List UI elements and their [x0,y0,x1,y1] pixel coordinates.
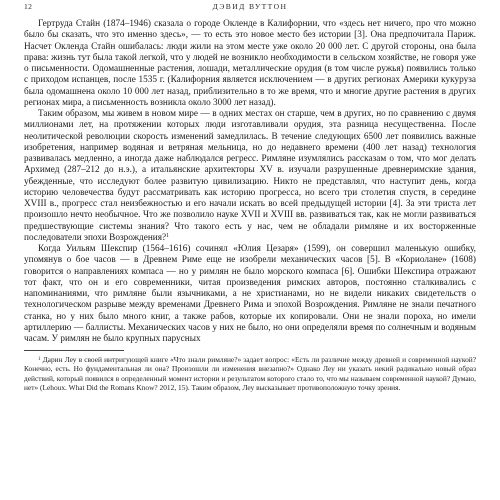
paragraph-stein-oakland [24,19,476,109]
running-head [24,2,476,15]
footnote-mark: 1 [38,357,41,363]
footnote-divider [24,350,124,351]
footnote-text: Дарин Леу в своей интригующей книге «Что знали римляне?» задает вопрос: «Есть ли различие между древней и современной наукой? Конечно, есть. Но фундаментальная ли она? Произошли ли изменения внезапно?» Однако Леу ни указать некий радикально новый образ действий, который появился в определенный момент истории и результатом которого стало то, что мы называем современной наукой? Думаю, нет» (Lehoux. What Did the Romans Know? 2012, 15). Таким образом, Леу высказывает противоположную точку зрения. [24,355,476,392]
main-text [24,19,476,345]
page-number: 12 [24,2,33,11]
running-title: ДЭВИД ВУТТОН [212,2,288,11]
footnote-reference[interactable]: 1 [166,232,170,239]
paragraph-text: Гертруда Стайн (1874–1946) сказала о городе Окленде в Калифорнии, что «здесь нет ничего, про что можно было бы сказать, что это именно здесь», — то есть это новое место без истории [3]. Она предпочитала Париж. Насчет Окленда Стайн ошибалась: люди жили на этом месте уже около 20 000 лет. С другой стороны, она была права: жизнь тут была такой легкой, что у людей не возникло необходимости в сельском хозяйстве, не говоря уже о письменности. Одомашненные растения, лошади, металлические орудия (в том числе ружья) появились только с приходом испанцев, после 1535 г. (Калифорния является исключением — в других регионах Америки кукуруза была одомашнена около 10 000 лет назад, приблизительно в то же время, что и многие другие растения в других регионах мира, а письменность возникла около 3000 лет назад). [24,19,476,108]
paragraph-text: Таким образом, мы живем в новом мире — в одних местах он старше, чем в других, но по сравнению с двумя миллионами лет, на протяжении которых люди изготавливали орудия, эта разница несущественна. После неолитической революции скорость изменений замедлилась. В течение следующих 6500 лет появились важные изобретения, например водяная и ветряная мельница, но до недавнего времени (400 лет назад) технология развивалась медленно, а иногда даже наблюдался регресс. Римляне изумлялись рассказам о том, что мог делать Архимед (287–212 до н.э.), а итальянские архитекторы XV в. изучали разрушенные древнеримские здания, убежденные, что исследуют более развитую цивилизацию. Никто не представлял, что наступит день, когда историю человечества будут рассматривать как историю прогресса, но всего три столетия спустя, в середине XVIII в., прогресс стал неизбежностью и его начали искать во всей предыдущей истории [4]. За эти триста лет произошло нечто необычное. Что же позволило науке XVII и XVIII вв. развиваться так, как не могли развиваться предшествующие системы знания? Что такого есть у нас, чем не обладали римляне и их восторженные последователи эпохи Возрождения? [24,109,476,243]
paragraph-new-world [24,109,476,244]
paragraph-shakespeare [24,244,476,345]
paragraph-text: Когда Уильям Шекспир (1564–1616) сочинял «Юлия Цезаря» (1599), он совершил маленькую ошибку, упомянув о бое часов — в Древнем Риме еще не изобрели механических часов [5]. В «Кориолане» (1608) говорится о направлениях компаса — но у римлян не было морского компаса [6]. Ошибки Шекспира отражают тот факт, что он и его современники, читая произведения римских авторов, постоянно сталкивались с напоминаниями, что римляне были язычниками, а не христианами, но не видели никаких свидетельств о технологическом разрыве между временами Древнего Рима и эпохой Возрождения. Римляне не знали печатного станка, но у них было много книг, а также рабов, которые их копировали. Они не знали пороха, но имели артиллерию — баллисты. Механических часов у них не было, но они определяли время по солнечным и водяным часам. У римлян не было крупных парусных [24,244,476,344]
footnote [24,355,476,392]
